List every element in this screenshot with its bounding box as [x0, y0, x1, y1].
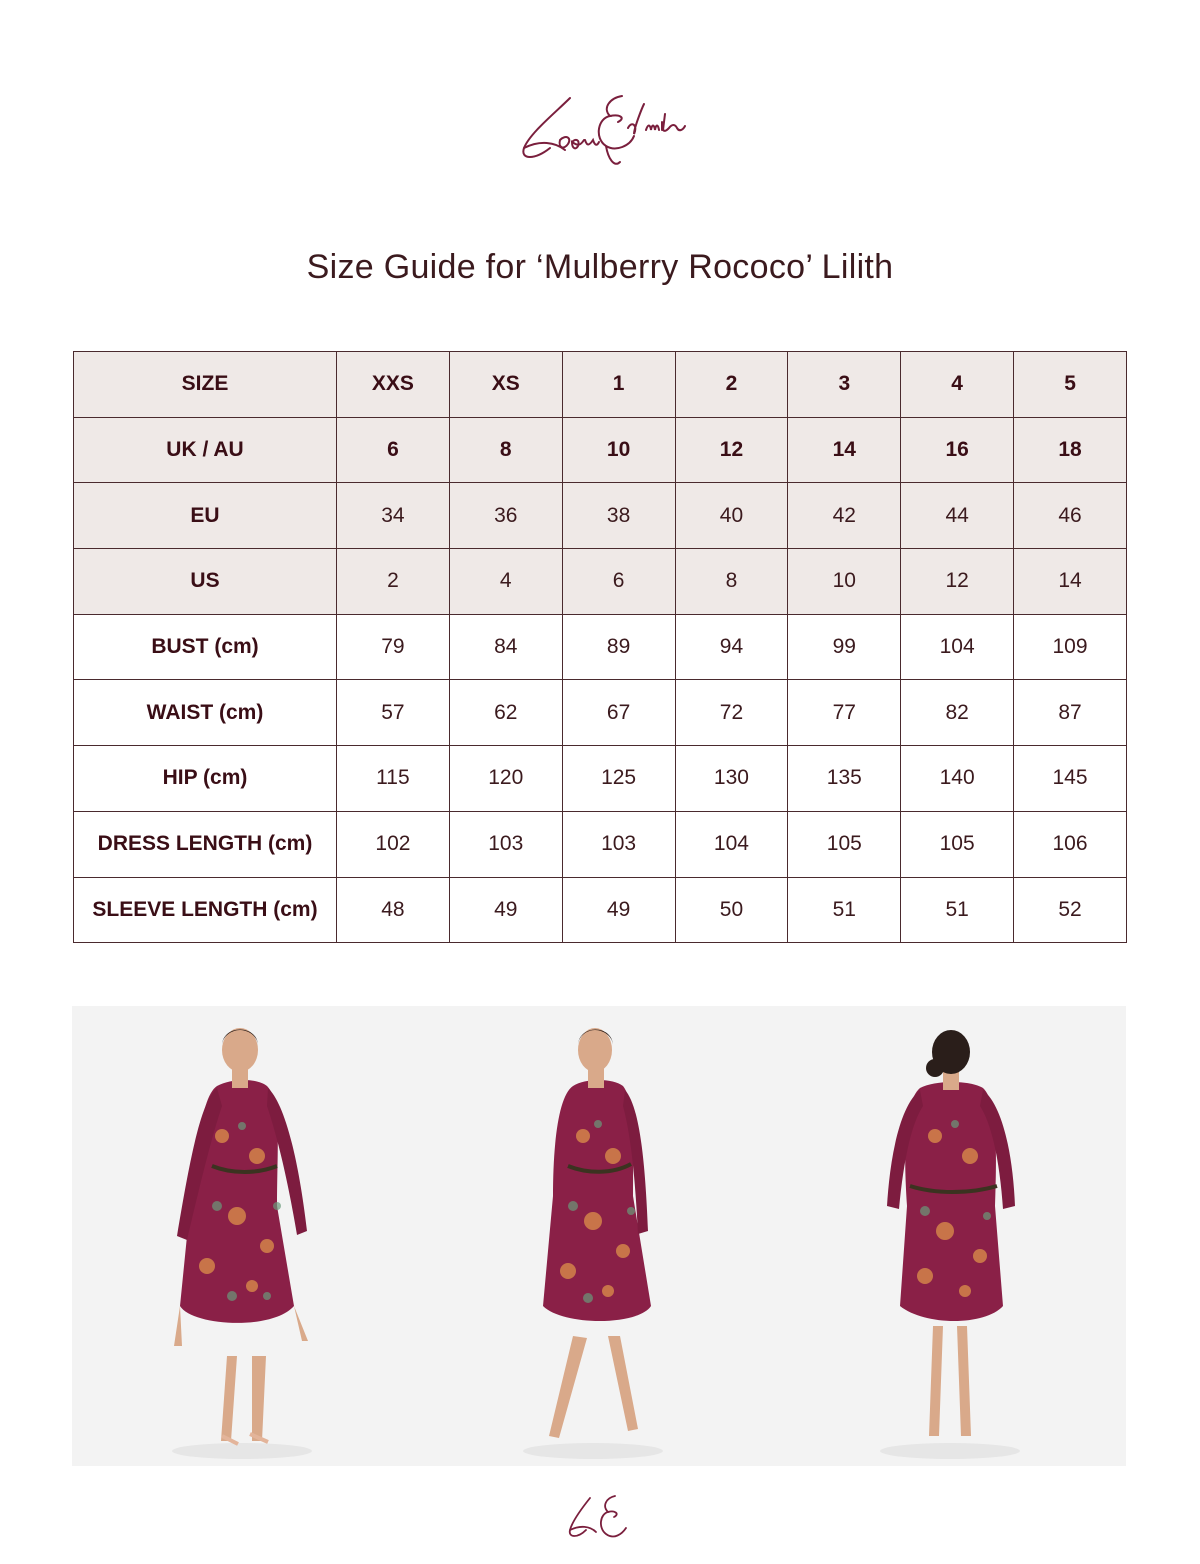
row-label: UK / AU [74, 417, 337, 483]
table-cell: 8 [449, 417, 562, 483]
model-photo-back [775, 1006, 1126, 1466]
row-label: HIP (cm) [74, 746, 337, 812]
table-cell: 104 [901, 614, 1014, 680]
table-cell: 2 [337, 549, 450, 615]
table-cell: 103 [562, 811, 675, 877]
table-cell: 120 [449, 746, 562, 812]
table-header-row [74, 352, 1127, 418]
table-cell: 10 [788, 549, 901, 615]
model-photo-front [72, 1006, 423, 1466]
table-cell: 103 [449, 811, 562, 877]
table-cell: 77 [788, 680, 901, 746]
table-cell: 16 [901, 417, 1014, 483]
table-cell: 57 [337, 680, 450, 746]
header-size-2: 2 [675, 352, 788, 418]
table-cell: 62 [449, 680, 562, 746]
table-cell: 14 [788, 417, 901, 483]
table-cell: 46 [1014, 483, 1127, 549]
table-row-dress-length-cm [74, 811, 1127, 877]
table-cell: 50 [675, 877, 788, 943]
header-size-1: 1 [562, 352, 675, 418]
table-cell: 105 [901, 811, 1014, 877]
table-cell: 79 [337, 614, 450, 680]
table-cell: 34 [337, 483, 450, 549]
row-label: WAIST (cm) [74, 680, 337, 746]
table-cell: 12 [675, 417, 788, 483]
table-cell: 94 [675, 614, 788, 680]
table-cell: 18 [1014, 417, 1127, 483]
table-cell: 115 [337, 746, 450, 812]
table-cell: 36 [449, 483, 562, 549]
table-cell: 67 [562, 680, 675, 746]
table-row-waist-cm [74, 680, 1127, 746]
table-cell: 87 [1014, 680, 1127, 746]
table-cell: 102 [337, 811, 450, 877]
header-size-4: 4 [901, 352, 1014, 418]
header-size-xxs: XXS [337, 352, 450, 418]
row-label: EU [74, 483, 337, 549]
size-guide-table [73, 351, 1127, 943]
table-row-sleeve-length-cm [74, 877, 1127, 943]
row-label: US [74, 549, 337, 615]
table-cell: 44 [901, 483, 1014, 549]
model-photos [72, 1006, 1126, 1466]
header-size-3: 3 [788, 352, 901, 418]
table-cell: 40 [675, 483, 788, 549]
header-label: SIZE [74, 352, 337, 418]
row-label: SLEEVE LENGTH (cm) [74, 877, 337, 943]
table-cell: 89 [562, 614, 675, 680]
row-label: DRESS LENGTH (cm) [74, 811, 337, 877]
table-row-us [74, 549, 1127, 615]
table-cell: 72 [675, 680, 788, 746]
table-cell: 104 [675, 811, 788, 877]
table-cell: 14 [1014, 549, 1127, 615]
page-title: Size Guide for ‘Mulberry Rococo’ Lilith [306, 248, 894, 286]
brand-monogram [560, 1490, 640, 1550]
table-cell: 125 [562, 746, 675, 812]
table-cell: 6 [337, 417, 450, 483]
model-photo-three-quarter [423, 1006, 774, 1466]
table-cell: 38 [562, 483, 675, 549]
table-cell: 42 [788, 483, 901, 549]
header-size-xs: XS [449, 352, 562, 418]
table-cell: 12 [901, 549, 1014, 615]
table-cell: 52 [1014, 877, 1127, 943]
table-cell: 8 [675, 549, 788, 615]
table-cell: 105 [788, 811, 901, 877]
table-row-hip-cm [74, 746, 1127, 812]
table-row-eu [74, 483, 1127, 549]
table-cell: 48 [337, 877, 450, 943]
table-cell: 106 [1014, 811, 1127, 877]
table-cell: 6 [562, 549, 675, 615]
table-cell: 99 [788, 614, 901, 680]
table-cell: 135 [788, 746, 901, 812]
table-cell: 4 [449, 549, 562, 615]
row-label: BUST (cm) [74, 614, 337, 680]
table-cell: 51 [788, 877, 901, 943]
table-cell: 145 [1014, 746, 1127, 812]
table-cell: 49 [449, 877, 562, 943]
table-cell: 10 [562, 417, 675, 483]
table-cell: 82 [901, 680, 1014, 746]
table-cell: 140 [901, 746, 1014, 812]
table-cell: 84 [449, 614, 562, 680]
table-cell: 51 [901, 877, 1014, 943]
table-cell: 109 [1014, 614, 1127, 680]
table-cell: 130 [675, 746, 788, 812]
header-size-5: 5 [1014, 352, 1127, 418]
table-row-uk-au [74, 417, 1127, 483]
table-cell: 49 [562, 877, 675, 943]
table-row-bust-cm [74, 614, 1127, 680]
brand-logo [510, 88, 690, 188]
